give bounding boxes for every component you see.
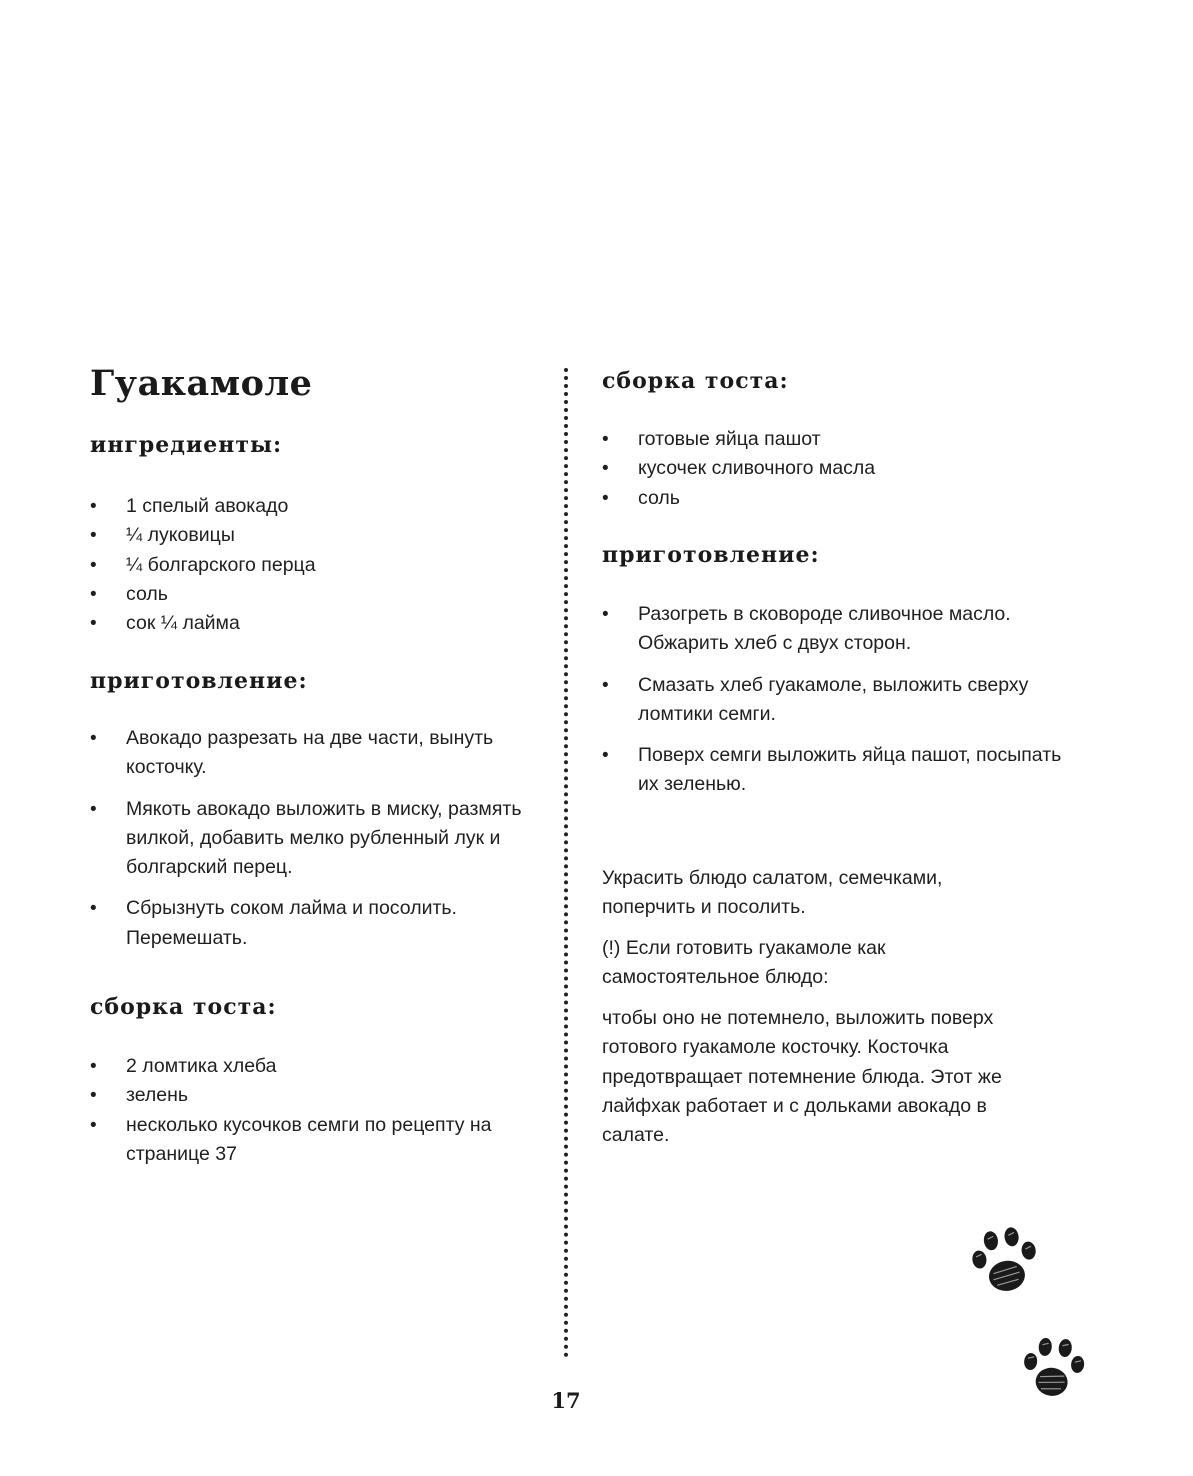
- assembly-heading: сборка тоста:: [90, 994, 277, 1020]
- list-item: • 1 спелый авокадо: [90, 492, 530, 521]
- recipe-title: Гуакамоле: [90, 363, 313, 404]
- assembly-heading-continued: сборка тоста:: [602, 368, 789, 394]
- tip-text: чтобы оно не потемнело, выложить поверх готового гуакамоле косточку. Косточка предотвращает потемнение блюда. Этот же лайфхак работает и с дольками авокадо в салате.: [602, 1007, 1002, 1147]
- list-item: • готовые яйца пашот: [602, 425, 1072, 454]
- list-item: • Сбрызнуть соком лайма и посолить. Перемешать.: [90, 894, 530, 953]
- list-item: • сок ¼ лайма: [90, 609, 530, 638]
- assembly-list-continued: [602, 425, 1072, 513]
- preparation-heading-toast: приготовление:: [602, 542, 820, 568]
- list-item: • Мякоть авокадо выложить в миску, размять вилкой, добавить мелко рубленный лук и болгарский перец.: [90, 795, 530, 883]
- list-item: • Разогреть в сковороде сливочное масло. Обжарить хлеб с двух сторон.: [602, 600, 1072, 659]
- list-item: • ¼ луковицы: [90, 521, 530, 550]
- list-item: • Поверх семги выложить яйца пашот, посыпать их зеленью.: [602, 741, 1072, 800]
- list-item: • 2 ломтика хлеба: [90, 1052, 530, 1081]
- assembly-list: [90, 1052, 530, 1169]
- list-item: • соль: [90, 580, 530, 609]
- serving-note: Украсить блюдо салатом, семечками, поперчить и посолить.: [602, 867, 943, 919]
- tip-note: (!) Если готовить гуакамоле как самостоятельное блюдо:: [602, 937, 886, 989]
- list-item: • Смазать хлеб гуакамоле, выложить сверху ломтики семги.: [602, 671, 1072, 730]
- list-item: • Авокадо разрезать на две части, вынуть косточку.: [90, 724, 530, 783]
- paw-print-icon: [968, 1226, 1042, 1298]
- preparation-steps-toast: [602, 600, 1072, 812]
- column-divider: [564, 368, 568, 1358]
- paw-print-icon: [1020, 1336, 1088, 1402]
- list-item: • зелень: [90, 1081, 530, 1110]
- list-item: • соль: [602, 484, 1072, 513]
- preparation-steps: [90, 724, 530, 965]
- list-item: • ¼ болгарского перца: [90, 551, 530, 580]
- ingredients-heading: ингредиенты:: [90, 432, 283, 458]
- ingredients-list: [90, 492, 530, 638]
- list-item: • несколько кусочков семги по рецепту на странице 37: [90, 1111, 530, 1170]
- page-number: 17: [551, 1388, 581, 1413]
- list-item: • кусочек сливочного масла: [602, 454, 1072, 483]
- preparation-heading: приготовление:: [90, 668, 308, 694]
